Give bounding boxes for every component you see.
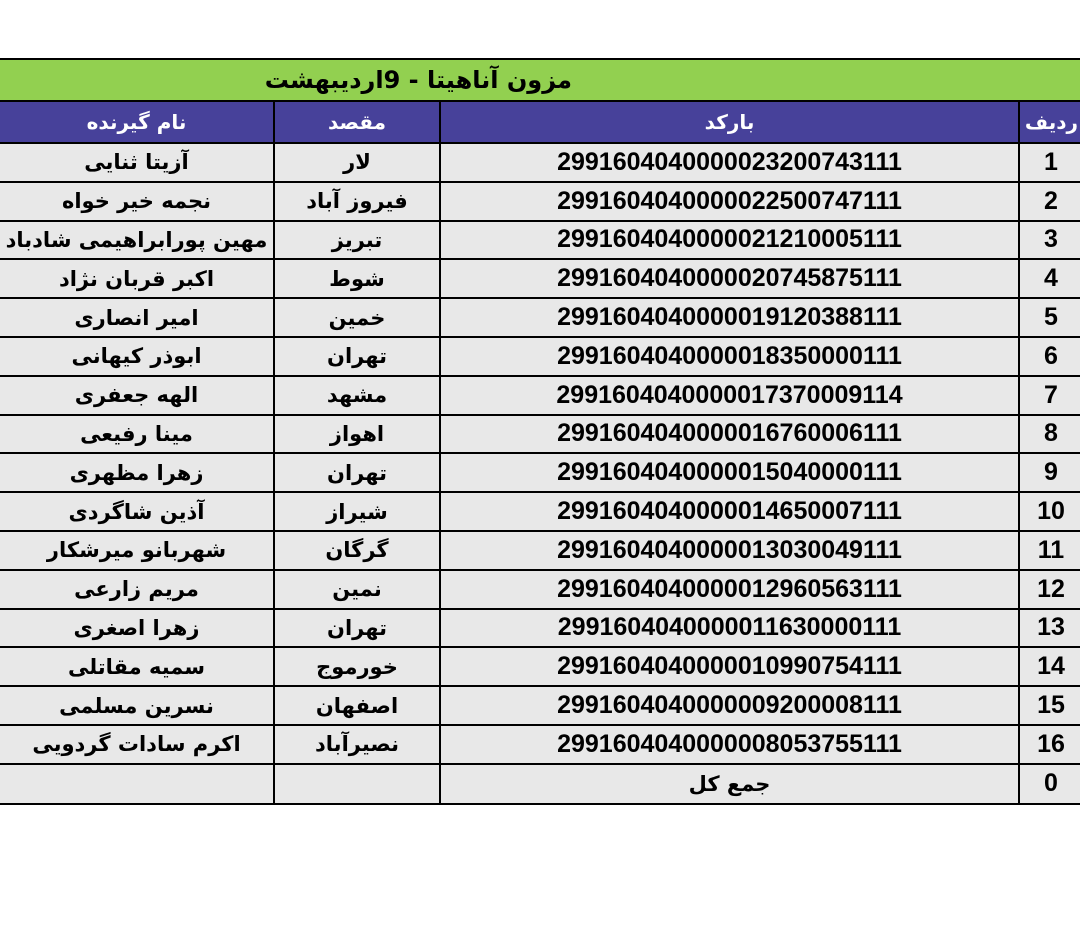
recipient-name: زهرا مظهری (0, 453, 274, 492)
barcode: 2991604040000015040000111 (440, 453, 1019, 492)
row-number: 14 (1019, 647, 1080, 686)
recipient-name: نسرین مسلمی (0, 686, 274, 725)
barcode: 2991604040000021210005111 (440, 221, 1019, 260)
table-row (0, 376, 1080, 415)
recipient-name: زهرا اصغری (0, 609, 274, 648)
recipient-name: اکرم سادات گردویی (0, 725, 274, 764)
destination: شوط (274, 259, 440, 298)
table-row (0, 221, 1080, 260)
table-row (0, 453, 1080, 492)
row-number: 16 (1019, 725, 1080, 764)
recipient-name: شهربانو میرشکار (0, 531, 274, 570)
destination: نصیرآباد (274, 725, 440, 764)
row-number: 6 (1019, 337, 1080, 376)
table-row (0, 492, 1080, 531)
shipment-table (0, 58, 1080, 805)
barcode: 2991604040000016760006111 (440, 415, 1019, 454)
recipient-name: مینا رفیعی (0, 415, 274, 454)
barcode: 2991604040000018350000111 (440, 337, 1019, 376)
header-barcode: بارکد (440, 101, 1019, 143)
destination: مشهد (274, 376, 440, 415)
sheet-title: مزون آناهیتا - 9اردیبهشت (0, 59, 1080, 101)
header-row (0, 101, 1080, 143)
row-number: 11 (1019, 531, 1080, 570)
recipient-name: اکبر قربان نژاد (0, 259, 274, 298)
destination: خورموج (274, 647, 440, 686)
table-row (0, 647, 1080, 686)
title-row (0, 59, 1080, 101)
table-row (0, 298, 1080, 337)
row-number: 10 (1019, 492, 1080, 531)
destination: فیروز آباد (274, 182, 440, 221)
header-destination: مقصد (274, 101, 440, 143)
recipient-name: آذین شاگردی (0, 492, 274, 531)
barcode: 2991604040000011630000111 (440, 609, 1019, 648)
destination: اصفهان (274, 686, 440, 725)
recipient-name: ابوذر کیهانی (0, 337, 274, 376)
recipient-name: مهین پورابراهیمی شادباد (0, 221, 274, 260)
table-row (0, 337, 1080, 376)
barcode: 2991604040000023200743111 (440, 143, 1019, 182)
recipient-name: الهه جعفری (0, 376, 274, 415)
total-label: جمع کل (440, 764, 1019, 804)
total-destination-cell (274, 764, 440, 804)
destination: تهران (274, 453, 440, 492)
row-number: 2 (1019, 182, 1080, 221)
destination: تبریز (274, 221, 440, 260)
row-number: 1 (1019, 143, 1080, 182)
table-row (0, 609, 1080, 648)
barcode: 2991604040000019120388111 (440, 298, 1019, 337)
header-name: نام گیرنده (0, 101, 274, 143)
row-number: 12 (1019, 570, 1080, 609)
recipient-name: امیر انصاری (0, 298, 274, 337)
destination: خمین (274, 298, 440, 337)
destination: شیراز (274, 492, 440, 531)
barcode: 2991604040000008053755111 (440, 725, 1019, 764)
row-number: 5 (1019, 298, 1080, 337)
table-row (0, 686, 1080, 725)
table-row (0, 725, 1080, 764)
row-number: 13 (1019, 609, 1080, 648)
destination: لار (274, 143, 440, 182)
table-row (0, 570, 1080, 609)
table-row (0, 182, 1080, 221)
row-number: 8 (1019, 415, 1080, 454)
barcode: 2991604040000012960563111 (440, 570, 1019, 609)
recipient-name: آزیتا ثنایی (0, 143, 274, 182)
row-number: 3 (1019, 221, 1080, 260)
table-row (0, 531, 1080, 570)
destination: تهران (274, 609, 440, 648)
total-row-number: 0 (1019, 764, 1080, 804)
row-number: 15 (1019, 686, 1080, 725)
header-row-number: ردیف (1019, 101, 1080, 143)
destination: نمین (274, 570, 440, 609)
barcode: 2991604040000009200008111 (440, 686, 1019, 725)
barcode: 2991604040000017370009114 (440, 376, 1019, 415)
destination: گرگان (274, 531, 440, 570)
destination: اهواز (274, 415, 440, 454)
total-row (0, 764, 1080, 804)
barcode: 2991604040000010990754111 (440, 647, 1019, 686)
table-row (0, 415, 1080, 454)
destination: تهران (274, 337, 440, 376)
total-name-cell (0, 764, 274, 804)
recipient-name: سمیه مقاتلی (0, 647, 274, 686)
row-number: 4 (1019, 259, 1080, 298)
recipient-name: نجمه خیر خواه (0, 182, 274, 221)
table-row (0, 259, 1080, 298)
barcode: 2991604040000022500747111 (440, 182, 1019, 221)
barcode: 2991604040000014650007111 (440, 492, 1019, 531)
recipient-name: مریم زارعی (0, 570, 274, 609)
barcode: 2991604040000013030049111 (440, 531, 1019, 570)
row-number: 9 (1019, 453, 1080, 492)
barcode: 2991604040000020745875111 (440, 259, 1019, 298)
table-row (0, 143, 1080, 182)
row-number: 7 (1019, 376, 1080, 415)
